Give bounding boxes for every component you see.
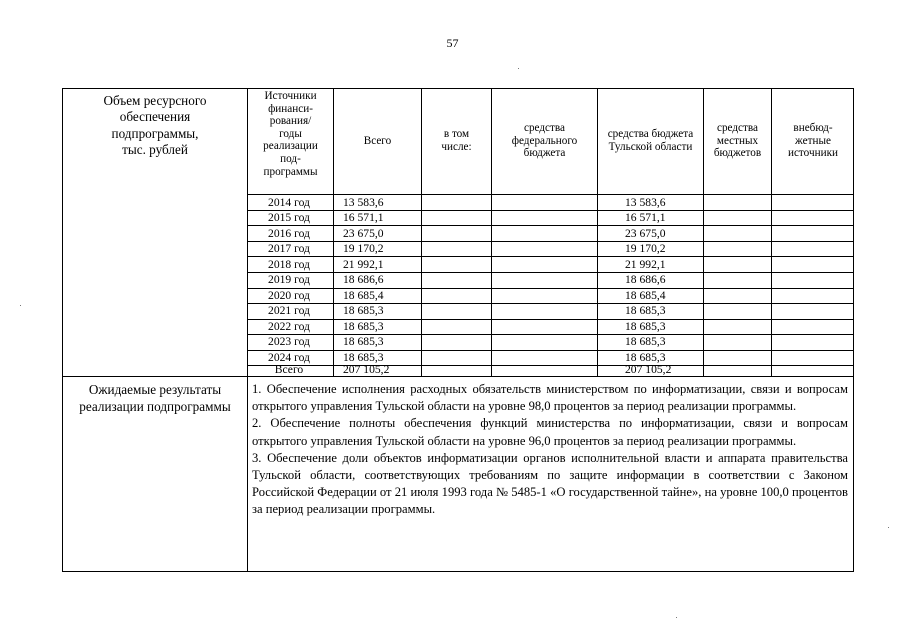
results-text (252, 381, 848, 519)
results-label (64, 381, 246, 415)
header-regional-line: средства бюджета (607, 128, 694, 140)
result-item: 2. Обеспечение полноты обеспечения функций министерства по информатизации, связи и вопросам открытого управления Тульской области на уровне 96,0 процентов за период реализации программы. (252, 416, 848, 448)
row-regional: 21 992,1 (625, 258, 666, 271)
header-local-line: местных (716, 134, 759, 147)
header-federal-line: федерального (511, 134, 578, 147)
row-divider (247, 194, 854, 195)
row-total: 23 675,0 (343, 227, 384, 240)
header-offbudget-line: внебюд- (793, 122, 833, 134)
header-federal-line: средства (523, 122, 566, 134)
row-total: 16 571,1 (343, 211, 384, 224)
header-local-line: средства (716, 122, 759, 134)
page-number: 57 (446, 36, 459, 50)
row-year: Всего (274, 363, 304, 376)
header-including (422, 128, 491, 153)
header-including-line: в том (443, 128, 470, 140)
scan-speck (888, 527, 889, 528)
row-divider (247, 272, 854, 273)
resource-label-line: обеспечения (119, 109, 191, 125)
row-year: 2018 год (268, 258, 310, 271)
row-divider (247, 225, 854, 226)
header-federal (492, 122, 597, 160)
resource-label-line: Объем ресурсного (103, 93, 207, 108)
row-year: 2023 год (268, 335, 310, 348)
row-regional: 19 170,2 (625, 242, 666, 255)
row-divider (247, 256, 854, 257)
results-label-line: Ожидаемые результаты (88, 382, 222, 397)
resource-label-line: подпрограммы, (111, 125, 199, 141)
row-year: 2014 год (268, 196, 310, 209)
row-regional: 16 571,1 (625, 211, 666, 224)
header-offbudget-line: источники (787, 147, 839, 160)
results-label-line: реализации подпрограммы (79, 399, 231, 414)
row-divider (247, 303, 854, 304)
scan-speck (518, 68, 519, 69)
row-total: 18 685,3 (343, 304, 384, 317)
row-regional: 18 685,3 (625, 335, 666, 348)
col-divider (333, 88, 334, 376)
row-regional: 18 685,4 (625, 289, 666, 302)
row-regional: 18 685,3 (625, 304, 666, 317)
row-total: 18 685,3 (343, 335, 384, 348)
header-sources-line: реализации (263, 140, 318, 153)
row-total: 13 583,6 (343, 196, 384, 209)
row-year: 2019 год (268, 273, 310, 286)
row-divider (247, 210, 854, 211)
row-regional: 207 105,2 (625, 363, 672, 376)
row-divider (247, 288, 854, 289)
header-sources-line: годы (279, 127, 302, 140)
row-year: 2017 год (268, 242, 310, 255)
row-divider (247, 334, 854, 335)
header-regional-line: Тульской области (608, 140, 693, 153)
row-year: 2021 год (268, 304, 310, 317)
row-total: 18 685,3 (343, 320, 384, 333)
scan-speck (20, 305, 21, 306)
resource-label-line: тыс. рублей (122, 142, 188, 158)
header-federal-line: бюджета (523, 147, 566, 160)
row-regional: 18 685,3 (625, 320, 666, 333)
result-item: 1. Обеспечение исполнения расходных обязательств министерством по информатизации, связи и вопросам открытого управления Тульской области на уровне 98,0 процентов за период реализации программы. (252, 382, 848, 414)
row-divider (247, 365, 854, 366)
header-offbudget-line: жетные (795, 134, 831, 147)
header-offbudget (772, 122, 854, 160)
row-regional: 18 685,3 (625, 351, 666, 364)
row-regional: 18 686,6 (625, 273, 666, 286)
row-total: 21 992,1 (343, 258, 384, 271)
row-divider (247, 241, 854, 242)
header-sources (248, 90, 333, 178)
row-divider (247, 319, 854, 320)
row-year: 2022 год (268, 320, 310, 333)
row-total: 18 686,6 (343, 273, 384, 286)
header-including-line: числе: (441, 140, 472, 153)
header-local-line: бюджетов (713, 147, 762, 160)
result-item: 3. Обеспечение доли объектов информатизации органов исполнительной власти и аппарата правительства Тульской области, соответствующих требованиям по защите информации в соответствии с Законом Российской Федерации от 21 июля 1993 года № 5485-1 «О государственной тайне», на уровне 100,0 процентов за период реализации программы. (252, 450, 848, 517)
section-divider (62, 376, 854, 377)
row-divider (247, 350, 854, 351)
row-year: 2016 год (268, 227, 310, 240)
row-total: 18 685,3 (343, 351, 384, 364)
row-total: 19 170,2 (343, 242, 384, 255)
row-year: 2024 год (268, 351, 310, 364)
row-year: 2015 год (268, 211, 310, 224)
header-sources-line: Источники (264, 90, 317, 102)
header-total: Всего (363, 135, 392, 147)
scan-speck (676, 617, 677, 618)
row-regional: 13 583,6 (625, 196, 666, 209)
header-sources-line: рования/ (269, 115, 312, 128)
header-regional (598, 128, 703, 153)
header-sources-line: программы (263, 165, 318, 178)
row-year: 2020 год (268, 289, 310, 302)
header-local (704, 122, 771, 160)
header-sources-line: финанси- (268, 102, 313, 115)
resource-label (64, 93, 246, 159)
row-regional: 23 675,0 (625, 227, 666, 240)
row-total: 18 685,4 (343, 289, 384, 302)
row-total: 207 105,2 (343, 363, 390, 376)
header-sources-line: под- (280, 152, 301, 165)
